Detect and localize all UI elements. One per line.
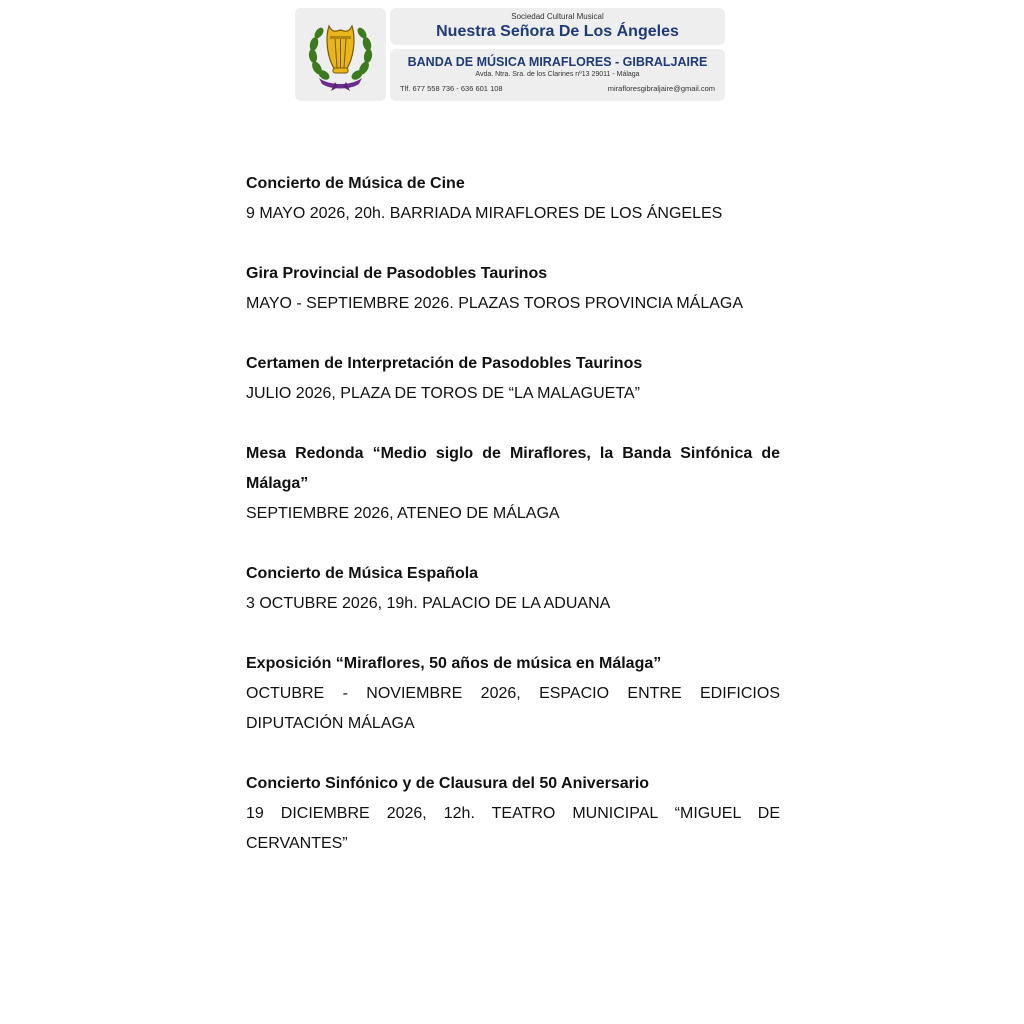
event-item [246,349,780,409]
event-detail: 3 OCTUBRE 2026, 19h. PALACIO DE LA ADUANA [246,595,611,612]
event-title: Gira Provincial de Pasodobles Taurinos [246,265,548,282]
society-name: Nuestra Señora De Los Ángeles [436,23,679,40]
event-item [246,439,780,529]
event-title: Concierto de Música Española [246,565,479,582]
event-item [246,259,780,319]
event-detail: 9 MAYO 2026, 20h. BARRIADA MIRAFLORES DE LOS ÁNGELES [246,205,723,222]
event-detail: SEPTIEMBRE 2026, ATENEO DE MÁLAGA [246,505,560,522]
event-title: Mesa Redonda “Medio siglo de Miraflores, la Banda Sinfónica de Málaga” [246,445,780,492]
event-detail: JULIO 2026, PLAZA DE TOROS DE “LA MALAGUETA” [246,385,640,402]
event-detail: 19 DICIEMBRE 2026, 12h. TEATRO MUNICIPAL “MIGUEL DE CERVANTES” [246,805,780,852]
event-item [246,559,780,619]
logo-box [295,8,386,101]
event-detail: OCTUBRE - NOVIEMBRE 2026, ESPACIO ENTRE EDIFICIOS DIPUTACIÓN MÁLAGA [246,685,780,732]
band-name: BANDA DE MÚSICA MIRAFLORES - GIBRALJAIRE [407,55,708,69]
society-subtitle: Sociedad Cultural Musical [511,12,604,21]
event-item [246,769,780,859]
event-title: Certamen de Interpretación de Pasodobles Taurinos [246,355,643,372]
band-email[interactable]: mirafloresgibraljaire@gmail.com [607,84,715,93]
society-header [390,8,725,45]
event-title: Concierto Sinfónico y de Clausura del 50 Aniversario [246,775,650,792]
band-contact [400,84,715,94]
band-header [390,49,725,101]
event-title: Exposición “Miraflores, 50 años de música en Málaga” [246,655,662,672]
band-phone: Tlf. 677 558 736 - 636 601 108 [400,84,503,93]
event-item [246,169,780,229]
event-detail: MAYO - SEPTIEMBRE 2026. PLAZAS TOROS PROVINCIA MÁLAGA [246,295,744,312]
event-title: Concierto de Música de Cine [246,175,465,192]
event-list [246,169,780,859]
event-item [246,649,780,739]
letterhead [295,8,727,102]
band-address: Avda. Ntra. Sra. de los Clarines nº13 29011 - Málaga [475,71,640,78]
lyre-laurel-icon [305,18,376,91]
